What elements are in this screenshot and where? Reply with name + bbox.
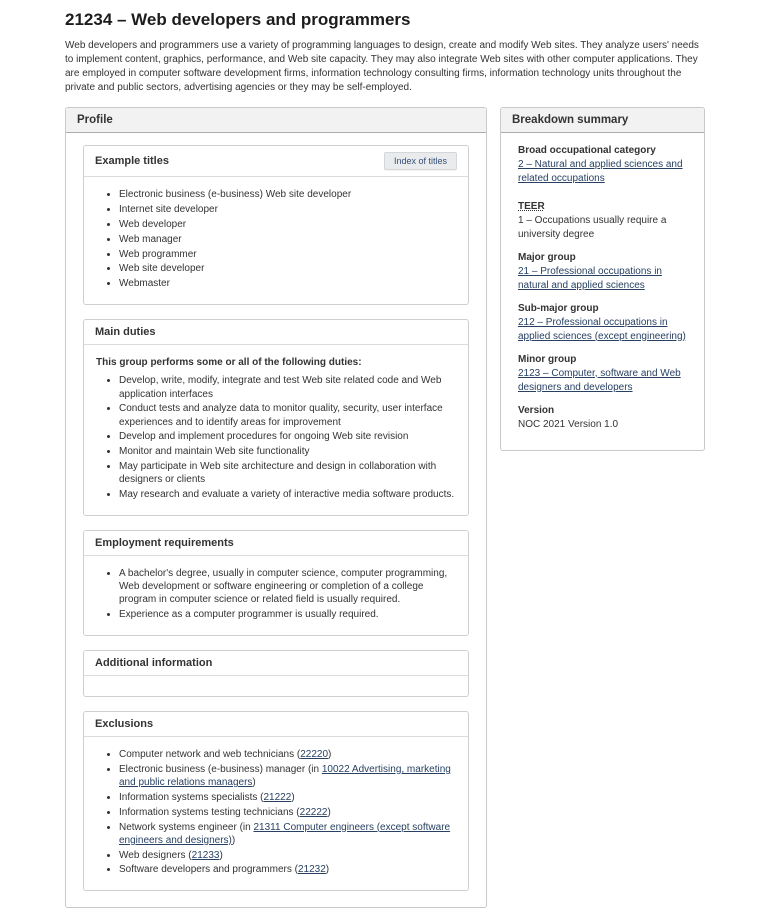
exclusion-text: Web designers ( (119, 849, 192, 861)
employment-requirements-list (96, 567, 456, 622)
breakdown-entry-teer (518, 196, 687, 242)
index-of-titles-button[interactable]: Index of titles (384, 152, 457, 171)
employment-requirements-heading: Employment requirements (95, 536, 234, 549)
exclusions-heading: Exclusions (95, 718, 154, 731)
example-title-item: • Webmaster (119, 277, 456, 290)
exclusion-text: Network systems engineer (in (119, 821, 254, 833)
exclusion-link-21232[interactable]: 21232 (297, 864, 326, 876)
major-group-label: Major group (518, 251, 576, 263)
profile-panel (65, 107, 487, 909)
minor-group-label: Minor group (518, 353, 577, 365)
exclusion-link-21233[interactable]: 21233 (191, 849, 220, 861)
exclusions-list (96, 748, 456, 877)
example-title-item: • Internet site developer (119, 203, 456, 216)
employment-requirements-card (83, 530, 469, 636)
breakdown-entry-broad-category (518, 145, 687, 186)
exclusions-card (83, 711, 469, 891)
main-duties-heading: Main duties (95, 325, 156, 338)
additional-information-heading: Additional information (95, 657, 213, 670)
employment-requirement-item: • Experience as a computer programmer is usually required. (119, 608, 456, 621)
breakdown-summary-body (501, 133, 704, 450)
exclusions-header (84, 712, 468, 737)
exclusion-text: ) (252, 777, 256, 789)
example-title-item: • Web programmer (119, 248, 456, 261)
exclusion-link-21311[interactable]: 21311 Computer engineers (except software engineers and designers) (119, 821, 451, 846)
exclusion-text: Electronic business (e-business) manager (in (119, 763, 322, 775)
page-intro: Web developers and programmers use a variety of programming languages to design, create and modify Web sites. They analyze users' needs to implement content, graphics, performance, and Web site capacity. They may also integrate Web sites with other computer applications. They are employed in computer software development firms, information technology consulting firms, information technology units throughout the private and public sectors, advertising agencies or they may be self-employed. (65, 39, 699, 93)
exclusion-text: ) (328, 749, 332, 761)
main-duty-item: • May research and evaluate a variety of interactive media software products. (119, 488, 456, 501)
breakdown-entry-major-group (518, 252, 687, 293)
example-title-item: • Web manager (119, 233, 456, 246)
main-duties-body (84, 345, 468, 515)
exclusion-item (119, 863, 456, 876)
exclusion-link-22220[interactable]: 22220 (300, 749, 329, 761)
example-titles-body (84, 177, 468, 304)
exclusions-body (84, 737, 468, 890)
sub-major-group-link[interactable]: 212 – Professional occupations in applied sciences (except engineering) (518, 316, 686, 342)
example-title-item: • Electronic business (e-business) Web site developer (119, 188, 456, 201)
exclusion-text: ) (327, 806, 331, 818)
page-title: 21234 – Web developers and programmers (65, 10, 411, 29)
broad-category-label: Broad occupational category (518, 144, 656, 156)
exclusion-item (119, 791, 456, 804)
main-duty-item: • Develop and implement procedures for ongoing Web site revision (119, 430, 456, 443)
exclusion-text: ) (219, 849, 223, 861)
exclusion-text: Information systems specialists ( (119, 791, 264, 803)
example-titles-list (96, 188, 456, 290)
teer-term-label[interactable]: TEER (518, 200, 545, 212)
profile-panel-body (66, 133, 486, 908)
additional-information-header (84, 651, 468, 676)
broad-category-link[interactable]: 2 – Natural and applied sciences and related occupations (518, 158, 683, 184)
exclusion-text: Software developers and programmers ( (119, 864, 298, 876)
exclusion-link-21222[interactable]: 21222 (263, 791, 292, 803)
version-value: NOC 2021 Version 1.0 (518, 418, 619, 430)
minor-group-link[interactable]: 2123 – Computer, software and Web designers and developers (518, 367, 681, 393)
employment-requirements-body (84, 556, 468, 635)
exclusion-text: ) (291, 791, 295, 803)
exclusion-text: Computer network and web technicians ( (119, 749, 301, 761)
additional-information-body (84, 676, 468, 696)
breakdown-summary-panel (500, 107, 705, 451)
breakdown-entry-minor-group (518, 354, 687, 395)
main-duty-item: • Monitor and maintain Web site functionality (119, 445, 456, 458)
employment-requirement-item: • A bachelor's degree, usually in computer science, computer programming, Web development or software engineering or completion of a college program in computer science or related field is usually required. (119, 567, 456, 607)
exclusion-item (119, 748, 456, 761)
exclusion-item (119, 806, 456, 819)
breakdown-entry-version (518, 405, 687, 432)
main-duties-header (84, 320, 468, 345)
breakdown-entry-sub-major-group (518, 303, 687, 344)
exclusion-text: Information systems testing technicians ( (119, 806, 300, 818)
teer-value: 1 – Occupations usually require a university degree (518, 214, 667, 240)
major-group-link[interactable]: 21 – Professional occupations in natural and applied sciences (518, 265, 662, 291)
main-duty-item: • Develop, write, modify, integrate and test Web site related code and Web application interfaces (119, 374, 456, 401)
example-titles-card (83, 145, 469, 305)
exclusion-text: ) (231, 834, 236, 846)
main-duties-list (96, 374, 456, 501)
exclusion-item (119, 763, 456, 790)
content-columns (65, 107, 706, 909)
employment-requirements-header (84, 531, 468, 556)
main-duty-item: • Conduct tests and analyze data to monitor quality, security, user interface experiences and to identify areas for improvement (119, 402, 456, 429)
sub-major-group-label: Sub-major group (518, 302, 599, 314)
example-titles-header (84, 146, 468, 178)
example-title-item: • Web developer (119, 218, 456, 231)
example-titles-heading: Example titles (95, 154, 169, 167)
main-duties-card (83, 319, 469, 516)
example-title-item: • Web site developer (119, 262, 456, 275)
main-duty-item: • May participate in Web site architecture and design in collaboration with designers or clients (119, 460, 456, 487)
exclusion-text: ) (325, 864, 330, 876)
profile-panel-heading: Profile (66, 108, 486, 133)
exclusion-item (119, 849, 456, 862)
version-label: Version (518, 404, 555, 416)
main-duties-intro: This group performs some or all of the following duties: (96, 356, 362, 368)
exclusion-link-22222[interactable]: 22222 (299, 806, 328, 818)
breakdown-summary-heading: Breakdown summary (501, 108, 704, 133)
exclusion-link-10022[interactable]: 10022 Advertising, marketing and public relations managers (119, 763, 451, 789)
additional-information-card (83, 650, 469, 697)
